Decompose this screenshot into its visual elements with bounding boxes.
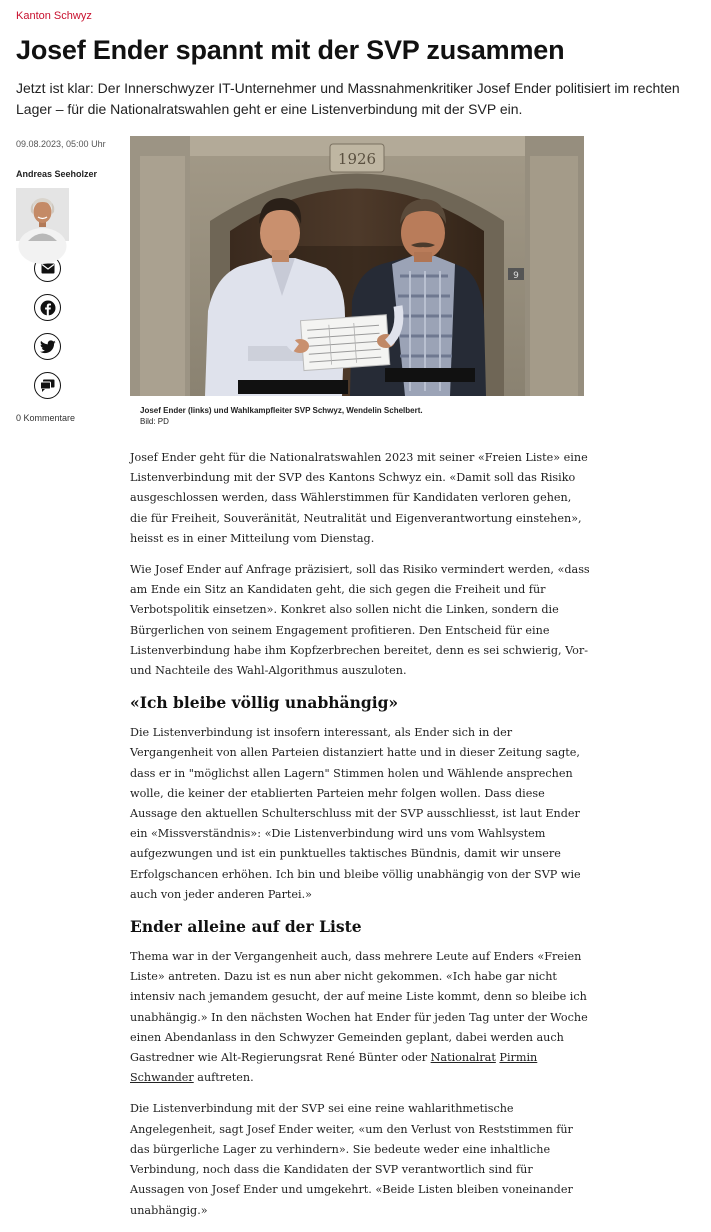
comment-icon	[40, 379, 55, 393]
facebook-icon	[40, 300, 56, 316]
photo-house-number: 9	[513, 271, 519, 281]
author-name[interactable]: Andreas Seeholzer	[16, 169, 98, 179]
article-meta	[16, 137, 128, 423]
photo-caption-text: Josef Ender (links) und Wahlkampfleiter SVP Schwyz, Wendelin Schelbert.	[140, 406, 423, 415]
share-twitter-button[interactable]	[34, 333, 61, 360]
link-nationalrat[interactable]: Nationalrat	[430, 1051, 496, 1065]
body-paragraph: Josef Ender geht für die Nationalratswahlen 2023 mit seiner «Freien Liste» eine Listenverbindung mit der SVP des Kantons Schwyz ein. «Damit soll das Risiko ausgeschlossen werden, dass Wählerstimmen für Kandidaten verloren gehen, die für Freiheit, Souveränität, Neutralität und Eigenverantwortung einstehen», heisst es in einer Mitteilung vom Dienstag.	[130, 451, 588, 545]
publish-date: 09.08.2023, 05:00 Uhr	[16, 139, 106, 149]
body-text: Thema war in der Vergangenheit auch, dass mehrere Leute auf Enders «Freien Liste» antreten. Dazu ist es nun aber nicht gekommen. «Ich habe gar nicht intensiv nach jemandem gesucht, der auf meine Liste kommt, denn so bleibe ich unabhängig.» In den nächsten Wochen hat Ender für jeden Tag unter der Woche einen Abendanlass in den Schwyzer Gemeinden geplant, dabei werden auch Gastredner wie Alt-Regierungsrat René Bünter oder	[130, 950, 588, 1065]
link-pirmin-schwander[interactable]: Pirmin Schwander	[130, 1051, 538, 1085]
twitter-icon	[40, 340, 56, 354]
comments-button[interactable]	[34, 372, 61, 399]
article-photo[interactable]	[130, 136, 584, 396]
body-paragraph	[130, 947, 590, 1088]
body-paragraph: Die Listenverbindung ist insofern interessant, als Ender sich in der Vergangenheit von allen Parteien distanziert hatte und in dieser Zeitung sagte, dass er in "möglichst allen Lagern" Stimmen holen und Wählende ansprechen wolle, die keiner der etablierten Parteien mehr folgen wollen. Dass diese Aussage den aktuellen Schulterschluss mit der SVP ausschliesst, ist laut Ender ein «Missverständnis»: «Die Listenverbindung wird uns vom Wahlsystem aufgezwungen und ist ein punktuelles taktisches Bündnis, damit wir unsere Erfolgschancen erhöhen. Ich bin und bleibe völlig unabhängig von der SVP wie auch von jeder anderen Partei.»	[130, 726, 581, 901]
share-buttons	[34, 255, 128, 399]
photo-year-plaque: 1926	[337, 150, 377, 168]
comments-count[interactable]: 0 Kommentare	[16, 413, 76, 423]
article-lead: Jetzt ist klar: Der Innerschwyzer IT-Unternehmer und Massnahmenkritiker Josef Ender politisiert im rechten Lager – für die Nationalratswahlen geht er eine Listenverbindung mit der SVP ein.	[16, 80, 680, 117]
body-text: auftreten.	[193, 1071, 254, 1085]
author-avatar[interactable]	[16, 188, 69, 241]
kicker-category[interactable]: Kanton Schwyz	[16, 10, 92, 22]
page-title: Josef Ender spannt mit der SVP zusammen	[16, 35, 565, 65]
section-heading: Ender alleine auf der Liste	[130, 917, 362, 937]
photo-credit: Bild: PD	[140, 417, 169, 426]
photo-two-men-holding-document	[130, 136, 584, 396]
photo-caption	[140, 405, 580, 427]
share-facebook-button[interactable]	[34, 294, 61, 321]
body-paragraph: Die Listenverbindung mit der SVP sei eine reine wahlarithmetische Angelegenheit, sagt Josef Ender weiter, «um den Verlust von Reststimmen für das bürgerliche Lager zu verhindern». Sie bedeute weder eine inhaltliche Verbindung, noch dass die Kandidaten der SVP verantwortlich sind für Aussagen von Josef Ender und umgekehrt. «Beide Listen bleiben voneinander unabhängig.»	[130, 1102, 573, 1217]
section-heading: «Ich bleibe völlig unabhängig»	[130, 693, 399, 713]
article-body	[130, 448, 590, 1232]
body-paragraph: Wie Josef Ender auf Anfrage präzisiert, soll das Risiko vermindert werden, «dass am Ende ein Sitz an Kandidaten geht, die sich gegen die Freiheit und für Verbotspolitik einsetzen». Konkret also sollen nicht die Linken, sondern die Bürgerlichen von seinem Engagement profitieren. Den Entscheid für eine Listenverbindung habe ihm Kopfzerbrechen bereitet, denn es sei schwierig, Vor- und Nachteile des Wahl-Algorithmus auszuloten.	[130, 563, 590, 678]
mail-icon	[41, 263, 55, 274]
avatar-portrait	[16, 188, 69, 241]
